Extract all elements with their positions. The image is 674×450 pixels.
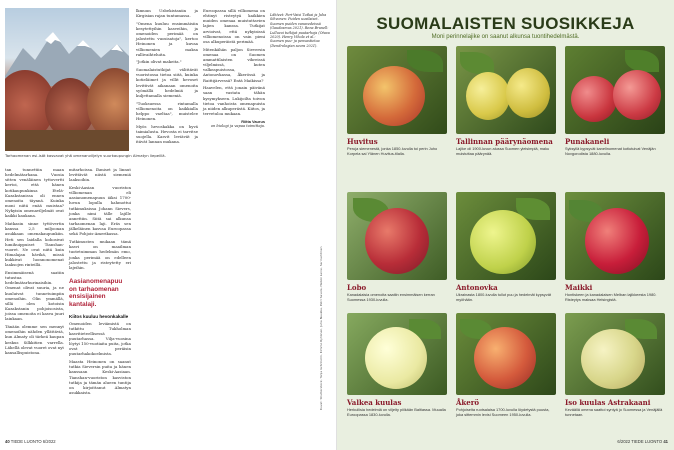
paragraph: Euroopassa sillä villiomena on ehtinyt risteytyä kaikkien muiden omenaa muistuttavien lajien kanssa. Tutkijat arvioivat, että nykyisissä villiomenoissa on vain pieni osa alkuperäistä perimää. [203, 8, 265, 44]
apple-name: Huvitus [347, 137, 378, 146]
page-number: 41 [663, 439, 668, 444]
apple-name: Åkerö [456, 398, 480, 407]
paragraph: mitarhoissa. Ihmiset ja linnut levittävät niistä siemeniä laaksoihin. [69, 167, 131, 183]
apple-card-antonovka [456, 192, 556, 303]
apple-description: Herkullisia hedelmiä on viljelty piilkään Baltiassa. Muualla Euroopassa 1830-luvulla. [347, 407, 446, 417]
apple-name: Valkea kuulas [347, 398, 402, 407]
paragraph: Mitenkähän paljon Sieversin omenaa on Suomen ammattilaisten vihreissä viljelmissä, kuten valkeapuistossa, Antonovkassa, Åkerössä ja Raittijärvessä? Entä Maikissa? [203, 46, 265, 83]
apple-description: Kanadalaisia omenoita saatiin ensimmäisen kerran Suomessa 1930-luvulla. [347, 292, 435, 302]
right-page [337, 0, 674, 450]
text-column-3 [136, 8, 198, 147]
paragraph: tan tunnettiin maan hedelmätarhana. Vuosia sitten venäläinen tyttovertti kertoi, että hänen kotikaupunkinsa Etelä-Kazakstanissa oli ennen omenoita täynnä. Kuinka moni niitä enää muistaa? Nykyisin omenaviljelmät ovat kaikki kaukana. [5, 167, 64, 219]
references-column [270, 8, 330, 48]
orchard-ground [5, 130, 129, 151]
apple-photo [347, 46, 447, 134]
apple-card-maikki [565, 192, 665, 303]
photo-caption: Tarhaomenan esi-isät kasvavat yhä omenanviljelyn suurkaupungin Almatyn liepeillä. [5, 153, 166, 158]
apple-photo [456, 192, 556, 280]
apple-description: Peruja siemenestä, jonka 1850-luvulla toi perin Juho Korpela sai Ylänen Huvitus-tilalla. [347, 146, 438, 156]
page-number: 40 [5, 439, 10, 444]
apple-description: Hontiskeen ja kanadalaisen Melban lajikkeesta 1980. Risteytys maksaa Helsingistä. [565, 292, 657, 302]
feature-title: SUOMALAISTEN SUOSIKKEJA [376, 14, 635, 33]
magazine-issue: TIEDE LUONTO 6/2022 [10, 439, 56, 444]
apple-name: Antonovka [456, 283, 498, 292]
paragraph: Matkasin sinne tyttövertin kanssa 2,5 miljoonan asukkaan omenakaupunkiin. Heti sen laidalla kohosivat lumihuippuiset Tianshan-vuoret. Ne ovat niitä kuin Himalajan hävikä, missä kukkivat luonnonomenat laaksojen rinteillä. [5, 221, 64, 268]
apple-card-punakaneli [565, 46, 665, 157]
apple-card-akero [456, 313, 556, 418]
text-column-4 [203, 8, 265, 129]
paragraph: "Jotkin olivat makeita." [136, 59, 182, 65]
apple-photo [456, 46, 556, 134]
apple-card-huvitus [347, 46, 447, 157]
apple-name: Lobo [347, 283, 367, 292]
apple-photo [347, 313, 447, 395]
feature-subtitle: Moni perinnelajike on saanut alkunsa tuontihedelmästä. [431, 34, 580, 40]
apple-photo [565, 46, 665, 134]
folio-right [617, 439, 668, 444]
folio-left [5, 439, 56, 444]
apple-name: Tallinnan päärynäomena [456, 137, 553, 146]
references: Lähteet: Peri-Vaisi Tutkai ja Juha Sihvonen: Puiden uusilaiset. Suomen puiden vanavedeissä (Gaudeamus 2021). Rena Brunell: Lulluvoi tutkijat puutarhoja (Otava 2020). Henry Vihola et al.: Suomen puu- ja pensastietoa (Dendrologian seura 2021). [270, 13, 330, 48]
paragraph: Tänään olemme sen mennyt omenoihin nähden yllättäviä, kun Almaty oli tärkeä kaupan keskus Silkkitien varrella. Lähellä olevat vuoret ovat nyt kansallispuistona. [5, 324, 64, 355]
author-role: on biologi ja vapaa toimittaja. [210, 123, 265, 128]
paragraph: Suomalaistutkijat välittävät vuoristossa tietoa siitä, kuinka kotieläimet ja villit hevoset levittivät aikanaan omenoita syömällä hedelmiä ja kuljettamalla siemeniä. [136, 67, 198, 98]
apple-name: Maikki [565, 283, 593, 292]
text-column-1 [5, 167, 64, 357]
paragraph: Myös hevoskakka on hyvä taimialusta. Hevosta ei tarvitse suojella. Kasvit leviävät ja itävät lannan mukana. [136, 123, 198, 145]
section-subhead: Kiitos kuuluu hevonkakalle [69, 314, 129, 320]
paragraph: Keski-Aasian vuoriston villiomenan eli aasianomenapuun iäksi 1700-luvun lopulla hahmottui tutkimuksissa Johann Sievers, jonka nimi tälle lajille annettiin. Siitä sai alkunsa tarhaomenan laji. Eräs sen jälkeläinen kasvaa Euroopassa sekä Pohjois-Amerikassa. [69, 184, 131, 237]
apple-photo [565, 313, 665, 395]
paragraph: Ensimmäisenä saatiin tutustua hedelmätarhurinaisihin. Omenat olivat suuria, ja ne kuuluivat tunnetuimpiin omenoihin. Olin ymmällä, sillä olen kotoisin Kazakstanin pohjoisosista, joissa omenoita ei kasva juuri lainkaan. [5, 269, 64, 322]
pull-quote: Aasianomenapuu on tarhaomenan ensisijainen kantalaji. [69, 277, 123, 308]
apple-card-valkea-kuulas [347, 313, 447, 418]
paragraph: "Omena kuuluu ensimmäisiin kesytettyihin kasveihin, ja omenoiden perimää on jalostettu vuosisatoja", kertoo Heinonen ja kuvaa villiomenien maksa rallivaihteluita. [136, 20, 198, 57]
apple-description: Ukrainasta 1800-luvulla tullut puu ja hedelmät kypsyvät myöhään. [456, 292, 551, 302]
apple-description: Pohjoiselta ruotsalaisa 1700-luvulla löydetystä puusta, joka sittemmin levisi Suomeen 1950-luvulla. [456, 407, 550, 417]
apple-description: Syksyllä kypsyvät kanelinomenat kotiutuivat Venäjän Novgorodista 1880-luvulla. [565, 146, 656, 156]
apple-description: Keväällä omena saattoi syntyä jo Suomessa ja Venäjällä tunnetaan. [565, 407, 663, 417]
paragraph: Omenoiden leviämistä on tutkittu Tukholman kasvitieteellisessä puutarhassa. Vilja-vuosina löytyi 150-vuotiaita puita, jotka ovat peräisin puutarhakokoelmista. [69, 320, 131, 357]
apple-name: Iso kuulas Astrakaani [565, 398, 651, 407]
apple-card-lobo [347, 192, 447, 303]
paragraph: "Tuoksuessa rintamalla villiomenoita on kaikkialla helppo vaeltaa", muistelee Heinonen. [136, 100, 198, 121]
apple-card-iso-kuulas [565, 313, 665, 418]
apple-description: Lajike oli 1900-luvun alussa Suomen yleisimpiä, maku muistuttaa päärynää. [456, 146, 550, 156]
orchard-photo [5, 8, 129, 151]
text-column-2 [69, 167, 131, 398]
apple-name: Punakaneli [565, 137, 610, 146]
apple-photo [565, 192, 665, 280]
magazine-issue: 6/2022 TIEDE LUONTO [617, 439, 663, 444]
apple-photo [456, 313, 556, 395]
paragraph: Haavelen, että jonain päivänä saan vastata tähän kysymykseen. Lukijoilta toivon tietoa vanhoista omenapuista ja niiden alkuperästä. Kiitos, ja tervetuloa mukaan. [203, 85, 265, 116]
paragraph: lkmuun Uzbekistaniin ja Kirgisian rajan tuntumassa. [136, 8, 198, 19]
apple-photo [347, 192, 447, 280]
paragraph: Maasta Heinonen on saanut tutkia Sieversin puita ja hänen kanssaan Keski-Aasiaan. Tianshan-vuoriston kasviston tutkija ja tämän alueen tuntija on kirjoittanut Almatyn asukkaista. [69, 359, 131, 396]
apple-card-tallinnan [456, 46, 556, 157]
author-name: Riitta Vaurus [241, 118, 265, 124]
photo-credits: Kuvat: Shutterstock, Tanja Grönholm, Kimmo Ryhänen, Juha Naukka, Petri Savola, Heikki Laine, Sari Lehtinen [319, 246, 323, 410]
paragraph: Tutkimusten mukaan tämä kasvi on maailman tuotetuimman hedelmän emo, jonka perimää on edelleen jalostettu ja risteytetty eri lajeihin. [69, 239, 131, 270]
